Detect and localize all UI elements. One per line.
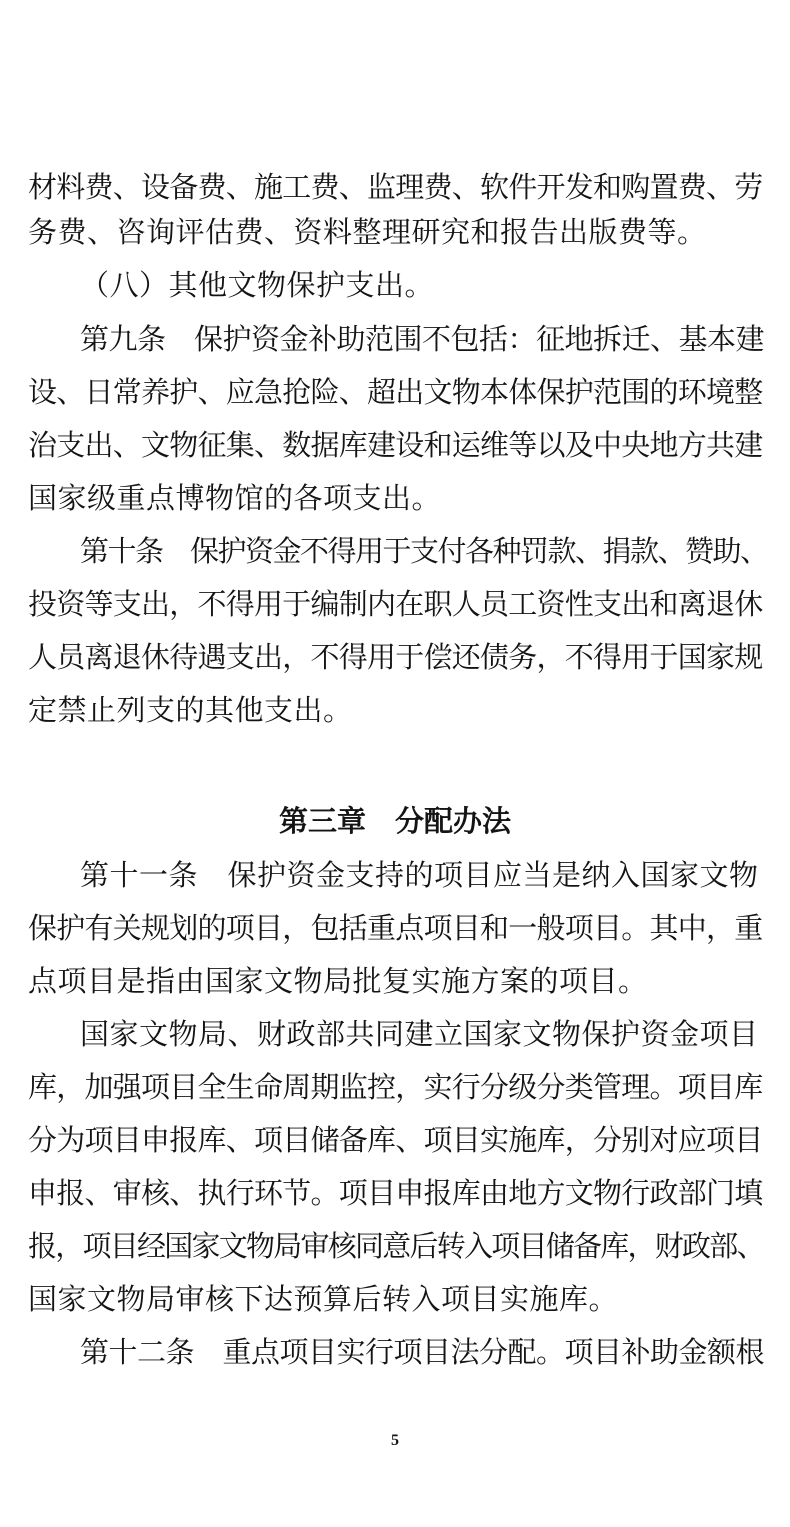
text-line: 治支出、文物征集、数据库建设和运维等以及中央地方共建 bbox=[28, 428, 763, 462]
text-line: 第十条 保护资金不得用于支付各种罚款、捐款、赞助、 bbox=[80, 534, 768, 568]
text-line: 第十一条 保护资金支持的项目应当是纳入国家文物 bbox=[80, 858, 759, 892]
text-line: 申报、审核、执行环节。项目申报库由地方文物行政部门填 bbox=[28, 1176, 763, 1210]
text-line: （八）其他文物保护支出。 bbox=[80, 268, 435, 302]
text-line: 国家文物局审核下达预算后转入项目实施库。 bbox=[28, 1282, 619, 1316]
text-line: 定禁止列支的其他支出。 bbox=[28, 693, 353, 727]
text-line: 务费、咨询评估费、资料整理研究和报告出版费等。 bbox=[28, 215, 707, 249]
page-number: 5 bbox=[391, 1432, 399, 1449]
text-line: 库，加强项目全生命周期监控，实行分级分类管理。项目库 bbox=[28, 1070, 763, 1104]
text-line: 第十二条 重点项目实行项目法分配。项目补助金额根 bbox=[80, 1335, 765, 1369]
text-line: 分为项目申报库、项目储备库、项目实施库，分别对应项目 bbox=[28, 1123, 763, 1157]
text-line: 报，项目经国家文物局审核同意后转入项目储备库，财政部、 bbox=[28, 1229, 764, 1263]
text-line: 人员离退休待遇支出，不得用于偿还债务，不得用于国家规 bbox=[28, 640, 763, 674]
text-line: 第九条 保护资金补助范围不包括：征地拆迁、基本建 bbox=[80, 322, 765, 356]
text-line: 设、日常养护、应急抢险、超出文物本体保护范围的环境整 bbox=[28, 375, 763, 409]
chapter-heading: 第三章 分配办法 bbox=[278, 804, 511, 838]
text-line: 国家文物局、财政部共同建立国家文物保护资金项目 bbox=[80, 1017, 759, 1051]
text-line: 点项目是指由国家文物局批复实施方案的项目。 bbox=[28, 964, 648, 998]
text-line: 保护有关规划的项目，包括重点项目和一般项目。其中，重 bbox=[28, 911, 763, 945]
text-line: 投资等支出，不得用于编制内在职人员工资性支出和离退休 bbox=[28, 587, 763, 621]
text-line: 材料费、设备费、施工费、监理费、软件开发和购置费、劳 bbox=[28, 170, 763, 204]
text-line: 国家级重点博物馆的各项支出。 bbox=[28, 481, 442, 515]
